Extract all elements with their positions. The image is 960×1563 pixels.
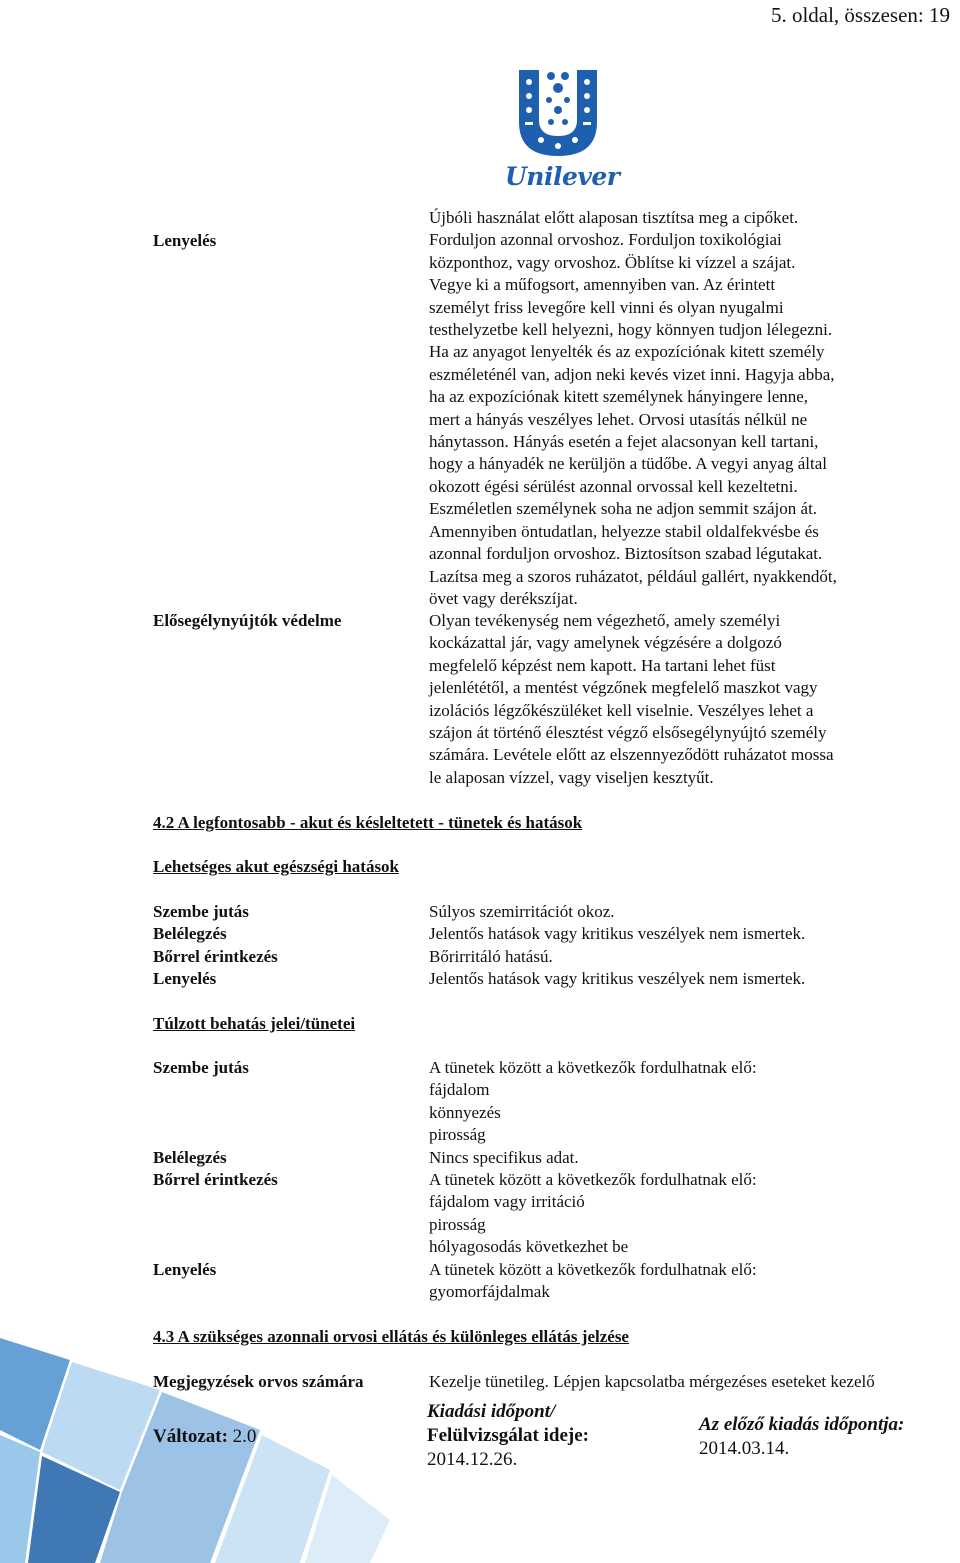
acute-effects-values [429, 901, 909, 991]
version-value: 2.0 [232, 1426, 257, 1447]
inhalation-label: Belélegzés [153, 1148, 227, 1167]
text-line: övet vagy derékszíjat. [429, 588, 578, 608]
text-line: fájdalom [429, 1080, 490, 1100]
first-aider-protection-text [429, 610, 909, 789]
text-line: okozott égési sérülést azonnal orvossal kell kezeltetni. [429, 476, 798, 496]
text-line: hólyagosodás következhet be [429, 1237, 629, 1257]
swallowing-label: Lenyelés [153, 231, 217, 250]
previous-issue-date: 2014.03.14. [699, 1438, 790, 1459]
issue-date: 2014.12.26. [427, 1449, 518, 1470]
acute-effects-labels [153, 901, 423, 991]
acute-row-value: Súlyos szemirritációt okoz. [429, 902, 615, 921]
ingestion-label: Lenyelés [153, 1260, 217, 1279]
text-line: Lazítsa meg a szoros ruházatot, például gallért, nyakkendőt, [429, 566, 837, 586]
swallowing-text [429, 207, 909, 610]
text-line: ha az expozíciónak kitett személynek hányingere lenne, [429, 387, 809, 407]
text-line: Forduljon azonnal orvoshoz. Forduljon toxikológiai [429, 230, 782, 250]
inhalation-value: Nincs specifikus adat. [429, 1148, 579, 1167]
skin-symptoms [429, 1169, 909, 1259]
physician-notes-label: Megjegyzések orvos számára [153, 1372, 364, 1391]
text-line: fájdalom vagy irritáció [429, 1192, 585, 1212]
text-line: Amennyiben öntudatlan, helyezze stabil oldalfekvésbe és [429, 521, 819, 541]
logo-wordmark: Unilever [505, 162, 620, 192]
issue-date-block [427, 1400, 589, 1472]
page-number: 5. oldal, összesen: 19 [770, 3, 950, 27]
unilever-u-icon [505, 66, 611, 158]
physician-notes-value: Kezelje tünetileg. Lépjen kapcsolatba mérgezéses eseteket kezelő [429, 1372, 875, 1391]
skin-label: Bőrrel érintkezés [153, 1170, 278, 1189]
text-line: mert a hányás veszélyes lehet. Orvosi utasítás nélkül ne [429, 409, 808, 429]
text-line: Újbóli használat előtt alaposan tisztítsa meg a cipőket. [429, 208, 799, 227]
unilever-logo [505, 66, 620, 192]
section-4-3-heading: 4.3 A szükséges azonnali orvosi ellátás és különleges ellátás jelzése [153, 1327, 629, 1346]
text-line: könnyezés [429, 1102, 501, 1122]
text-line: gyomorfájdalmak [429, 1282, 550, 1302]
text-line: le alaposan vízzel, vagy viseljen kesztyűt. [429, 767, 714, 787]
text-line: Olyan tevékenység nem végezhető, amely személyi [429, 611, 781, 630]
text-line: Eszméletlen személynek soha ne adjon semmit szájon át. [429, 499, 818, 519]
eye-symptoms [429, 1057, 909, 1147]
acute-row-value: Jelentős hatások vagy kritikus veszélyek nem ismertek. [429, 924, 806, 944]
section-4-2-heading: 4.2 A legfontosabb - akut és késleltetett - tünetek és hatások [153, 813, 583, 832]
text-line: pirosság [429, 1125, 486, 1145]
acute-row-label: Szembe jutás [153, 902, 249, 921]
text-line: A tünetek között a következők fordulhatnak elő: [429, 1260, 757, 1279]
text-line: kockázattal jár, vagy amelynek végzésére a dolgozó [429, 633, 782, 653]
acute-row-label: Bőrrel érintkezés [153, 946, 278, 966]
previous-issue-label: Az előző kiadás időpontja: [699, 1414, 905, 1435]
text-line: azonnal forduljon orvoshoz. Biztosítson szabad légutakat. [429, 544, 823, 564]
issue-label-line1: Kiadási időpont/ [427, 1401, 556, 1422]
version-label: Változat: [153, 1426, 228, 1447]
text-line: A tünetek között a következők fordulhatnak elő: [429, 1058, 757, 1077]
acute-effects-heading: Lehetséges akut egészségi hatások [153, 857, 400, 876]
text-line: Vegye ki a műfogsort, amennyiben van. Az érintett [429, 275, 776, 295]
acute-row-label: Lenyelés [153, 969, 217, 989]
text-line: testhelyzetbe kell helyezni, hogy könnyen tudjon lélegezni. [429, 320, 833, 340]
text-line: hogy a hányadék ne kerüljön a tüdőbe. A vegyi anyag által [429, 454, 827, 474]
text-line: számára. Levétele előtt az elszennyeződött ruházatot mossa [429, 745, 834, 765]
acute-row-value: Bőrirritáló hatású. [429, 946, 553, 966]
text-line: jelenlététől, a mentést végzőnek megfelelő maszkot vagy [429, 678, 818, 698]
acute-row-value: Jelentős hatások vagy kritikus veszélyek nem ismertek. [429, 969, 806, 989]
text-line: eszméleténél van, adjon neki kevés vizet inni. Hagyja abba, [429, 364, 835, 384]
text-line: szájon át történő élesztést végző elsősegélynyújtó személy [429, 723, 827, 743]
version [153, 1425, 256, 1449]
ingestion-symptoms [429, 1259, 909, 1304]
text-line: Ha az anyagot lenyelték és az expozíciónak kitett személy [429, 342, 825, 362]
text-line: izolációs légzőkészüléket kell viselnie. Veszélyes lehet a [429, 700, 814, 720]
first-aider-protection-label: Elősegélynyújtók védelme [153, 611, 342, 630]
text-line: pirosság [429, 1214, 486, 1234]
acute-row-label: Belélegzés [153, 924, 227, 944]
text-line: megfelelő képzést nem kapott. Ha tartani lehet füst [429, 655, 776, 675]
text-line: központhoz, vagy orvoshoz. Öblítse ki vízzel a szájat. [429, 252, 796, 272]
overexposure-heading: Túlzott behatás jelei/tünetei [153, 1014, 356, 1033]
previous-issue-block [699, 1413, 904, 1461]
text-line: A tünetek között a következők fordulhatnak elő: [429, 1170, 757, 1189]
eye-label: Szembe jutás [153, 1058, 249, 1077]
issue-label-line2: Felülvizsgálat ideje: [427, 1425, 589, 1446]
text-line: hánytasson. Hányás esetén a fejet alacsonyan kell tartani, [429, 432, 819, 452]
text-line: személyt friss levegőre kell vinni és olyan nyugalmi [429, 297, 784, 317]
